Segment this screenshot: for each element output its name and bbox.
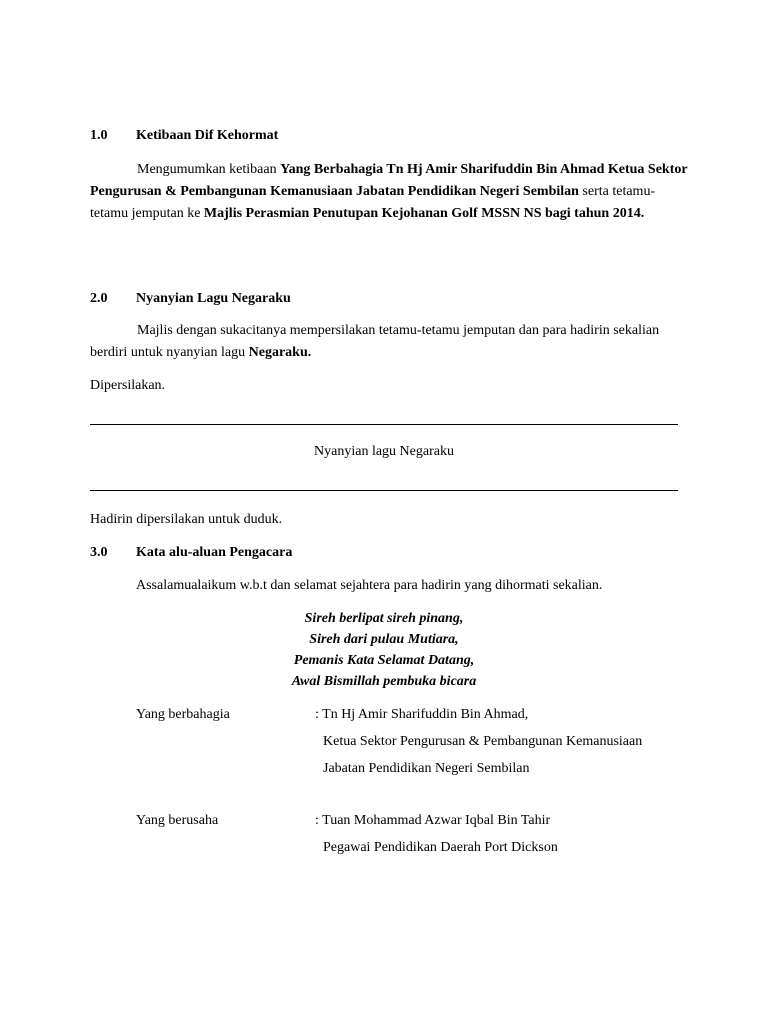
guest-title: Yang berbahagia [136, 707, 230, 722]
section-2-bold: Negaraku. [248, 345, 312, 360]
divider-bottom [90, 490, 678, 491]
section-1-heading: Ketibaan Dif Kehormat [136, 128, 279, 143]
section-1-mid: serta tetamu-tetamu jemputan ke [90, 184, 656, 221]
section-1-intro: Mengumumkan ketibaan [137, 162, 281, 177]
greeting-text: Assalamualaikum w.b.t dan selamat sejahtera para hadirin yang dihormati sekalian. [136, 578, 603, 593]
officer-position-line: Pegawai Pendidikan Daerah Port Dickson [323, 840, 558, 855]
divider-top [90, 424, 678, 425]
guest-department-line: Jabatan Pendidikan Negeri Sembilan [323, 761, 530, 776]
section-1-number: 1.0 [90, 128, 108, 143]
section-1-guest: Yang Berbahagia Tn Hj Amir Sharifuddin Bin Ahmad Ketua Sektor Pengurusan & Pembangunan Kemanusiaan Jabatan Pendidikan Negeri Sembilan [90, 162, 688, 199]
section-3-heading: Kata alu-aluan Pengacara [136, 545, 293, 560]
center-caption: Nyanyian lagu Negaraku [314, 444, 454, 459]
section-2-paragraph [90, 320, 690, 364]
section-1-paragraph [90, 159, 690, 225]
section-3-number: 3.0 [90, 545, 108, 560]
officer-name-line: : Tuan Mohammad Azwar Iqbal Bin Tahir [315, 813, 551, 828]
section-2-text: Majlis dengan sukacitanya mempersilakan tetamu-tetamu jemputan dan para hadirin sekalian berdiri untuk nyanyian lagu [90, 323, 660, 360]
section-2-heading: Nyanyian Lagu Negaraku [136, 291, 291, 306]
pantun-line: Sireh dari pulau Mutiara, [309, 632, 459, 647]
duduk-text: Hadirin dipersilakan untuk duduk. [90, 512, 283, 527]
pantun-line: Pemanis Kata Selamat Datang, [293, 653, 475, 668]
pantun-line: Sireh berlipat sireh pinang, [304, 611, 464, 626]
guest-name-line: : Tn Hj Amir Sharifuddin Bin Ahmad, [315, 707, 529, 722]
dipersilakan-text: Dipersilakan. [90, 378, 166, 393]
section-2-number: 2.0 [90, 291, 108, 306]
pantun-line: Awal Bismillah pembuka bicara [291, 674, 477, 689]
officer-title: Yang berusaha [136, 813, 219, 828]
guest-position-line: Ketua Sektor Pengurusan & Pembangunan Kemanusiaan [323, 734, 643, 749]
section-1-event: Majlis Perasmian Penutupan Kejohanan Golf MSSN NS bagi tahun 2014. [203, 206, 645, 221]
